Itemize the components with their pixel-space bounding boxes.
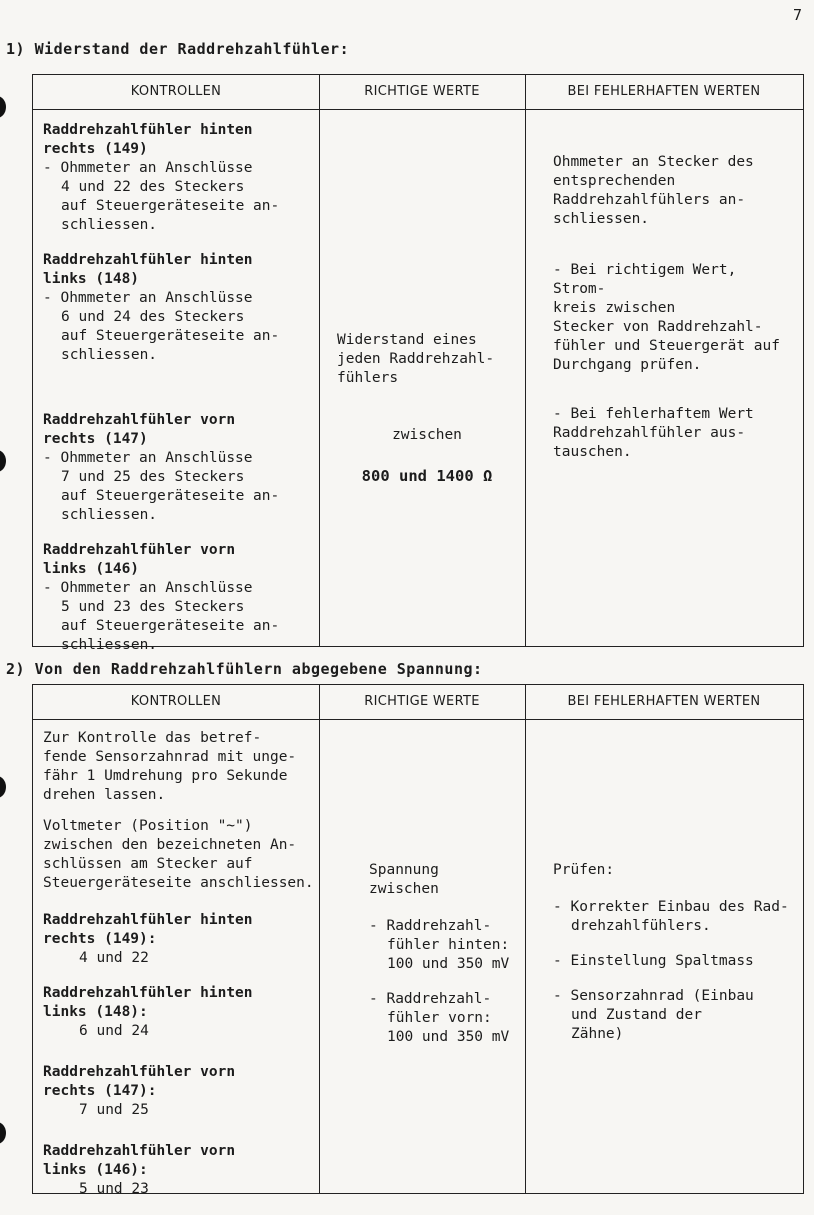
- control-item: [43, 121, 315, 235]
- control-item: [43, 541, 315, 655]
- control-pins: 6 und 24: [79, 1023, 149, 1039]
- fault-text: Ohmmeter an Stecker des: [553, 154, 754, 170]
- control-title: rechts (147):: [43, 1083, 157, 1099]
- value-text: 100 und 350 mV: [387, 1029, 510, 1045]
- value-between: zwischen: [392, 427, 462, 443]
- value-text: Widerstand eines: [337, 332, 477, 348]
- control-title: Raddrehzahlfühler hinten: [43, 122, 253, 138]
- control-step: schliessen.: [61, 347, 158, 363]
- control-title: Raddrehzahlfühler vorn: [43, 1064, 236, 1080]
- control-item: [43, 411, 315, 525]
- faults-column: [553, 861, 797, 1044]
- fault-text: tauschen.: [553, 444, 632, 460]
- control-title: rechts (147): [43, 431, 148, 447]
- control-step: auf Steuergeräteseite an-: [61, 618, 280, 634]
- control-title: rechts (149): [43, 141, 148, 157]
- fault-text: - Korrekter Einbau des Rad-: [553, 899, 789, 915]
- control-title: links (146): [43, 561, 140, 577]
- fault-text: - Einstellung Spaltmass: [553, 953, 754, 969]
- control-title: links (148):: [43, 1004, 148, 1020]
- values-column: [337, 331, 517, 486]
- resistance-range: 800 und 1400 Ω: [361, 467, 493, 485]
- instruction-line: fende Sensorzahnrad mit unge-: [43, 749, 297, 765]
- header-fehlerhafte-werte: BEI FEHLERHAFTEN WERTEN: [567, 84, 761, 99]
- control-step: 6 und 24 des Steckers: [61, 309, 245, 325]
- voltage-table: [32, 684, 804, 1197]
- control-title: Raddrehzahlfühler hinten: [43, 252, 253, 268]
- instruction-line: Voltmeter (Position "∼"): [43, 818, 253, 834]
- control-title: links (148): [43, 271, 140, 287]
- binder-hole: [0, 96, 6, 118]
- control-step: - Ohmmeter an Anschlüsse: [43, 290, 253, 306]
- instruction-paragraph: [43, 729, 315, 805]
- faults-column: [553, 153, 797, 462]
- section-1-title: 1) Widerstand der Raddrehzahlfühler:: [6, 40, 350, 58]
- values-column: [369, 861, 549, 1047]
- fault-text: kreis zwischen: [553, 300, 676, 316]
- binder-hole: [0, 776, 6, 798]
- header-divider: [33, 109, 803, 110]
- control-step: auf Steuergeräteseite an-: [61, 488, 280, 504]
- fault-text: Durchgang prüfen.: [553, 357, 702, 373]
- instruction-line: fähr 1 Umdrehung pro Sekunde: [43, 768, 288, 784]
- control-step: schliessen.: [61, 507, 158, 523]
- control-step: 7 und 25 des Steckers: [61, 469, 245, 485]
- value-text: fühler vorn:: [387, 1010, 492, 1026]
- fault-text: - Bei fehlerhaftem Wert: [553, 406, 754, 422]
- header-richtige-werte: RICHTIGE WERTE: [364, 84, 480, 99]
- control-title: Raddrehzahlfühler hinten: [43, 985, 253, 1001]
- control-item: [43, 1142, 315, 1199]
- instruction-line: Steuergeräteseite anschliessen.: [43, 875, 314, 891]
- fault-text: und Zustand der: [571, 1007, 702, 1023]
- control-title: Raddrehzahlfühler hinten: [43, 912, 253, 928]
- fault-text: Stecker von Raddrehzahl-: [553, 319, 763, 335]
- control-title: Raddrehzahlfühler vorn: [43, 1143, 236, 1159]
- control-title: rechts (149):: [43, 931, 157, 947]
- value-text: 100 und 350 mV: [387, 956, 510, 972]
- fault-text: - Sensorzahnrad (Einbau: [553, 988, 754, 1004]
- fault-text: Raddrehzahlfühler aus-: [553, 425, 746, 441]
- control-title: links (146):: [43, 1162, 148, 1178]
- binder-hole: [0, 450, 6, 472]
- resistance-table: [32, 74, 804, 653]
- value-text: jeden Raddrehzahl-: [337, 351, 495, 367]
- fault-text: drehzahlfühlers.: [571, 918, 711, 934]
- control-pins: 4 und 22: [79, 950, 149, 966]
- value-text: - Raddrehzahl-: [369, 991, 492, 1007]
- fault-text: schliessen.: [553, 211, 650, 227]
- instruction-line: Zur Kontrolle das betref-: [43, 730, 262, 746]
- fault-text: Prüfen:: [553, 862, 615, 878]
- header-richtige-werte: RICHTIGE WERTE: [364, 694, 480, 709]
- instruction-line: schlüssen am Stecker auf: [43, 856, 253, 872]
- fault-text: entsprechenden: [553, 173, 676, 189]
- fault-text: fühler und Steuergerät auf: [553, 338, 780, 354]
- fault-text: Raddrehzahlfühlers an-: [553, 192, 746, 208]
- header-kontrollen: KONTROLLEN: [130, 694, 222, 709]
- control-pins: 5 und 23: [79, 1181, 149, 1197]
- column-divider: [319, 75, 320, 646]
- controls-column: [43, 121, 315, 671]
- controls-column: [43, 729, 315, 1215]
- control-step: auf Steuergeräteseite an-: [61, 198, 280, 214]
- control-step: auf Steuergeräteseite an-: [61, 328, 280, 344]
- instruction-paragraph: [43, 817, 315, 893]
- control-step: schliessen.: [61, 217, 158, 233]
- fault-text: - Bei richtigem Wert, Strom-: [553, 262, 737, 297]
- control-step: - Ohmmeter an Anschlüsse: [43, 450, 253, 466]
- header-divider: [33, 719, 803, 720]
- header-fehlerhafte-werte: BEI FEHLERHAFTEN WERTEN: [567, 694, 761, 709]
- page-number: 7: [792, 6, 802, 24]
- control-step: 4 und 22 des Steckers: [61, 179, 245, 195]
- value-text: - Raddrehzahl-: [369, 918, 492, 934]
- column-divider: [525, 75, 526, 646]
- control-step: - Ohmmeter an Anschlüsse: [43, 160, 253, 176]
- control-step: - Ohmmeter an Anschlüsse: [43, 580, 253, 596]
- value-text: zwischen: [369, 881, 439, 897]
- control-item: [43, 911, 315, 968]
- fault-text: Zähne): [571, 1026, 624, 1042]
- control-item: [43, 1063, 315, 1120]
- control-title: Raddrehzahlfühler vorn: [43, 412, 236, 428]
- binder-hole: [0, 1122, 6, 1144]
- control-item: [43, 251, 315, 365]
- control-pins: 7 und 25: [79, 1102, 149, 1118]
- value-text: fühler hinten:: [387, 937, 510, 953]
- value-text: Spannung: [369, 862, 439, 878]
- control-step: 5 und 23 des Steckers: [61, 599, 245, 615]
- control-step: schliessen.: [61, 637, 158, 653]
- value-text: fühlers: [337, 370, 399, 386]
- instruction-line: zwischen den bezeichneten An-: [43, 837, 297, 853]
- section-2-title: 2) Von den Raddrehzahlfühlern abgegebene Spannung:: [6, 660, 483, 678]
- control-title: Raddrehzahlfühler vorn: [43, 542, 236, 558]
- instruction-line: drehen lassen.: [43, 787, 166, 803]
- header-kontrollen: KONTROLLEN: [130, 84, 222, 99]
- control-item: [43, 984, 315, 1041]
- column-divider: [319, 685, 320, 1193]
